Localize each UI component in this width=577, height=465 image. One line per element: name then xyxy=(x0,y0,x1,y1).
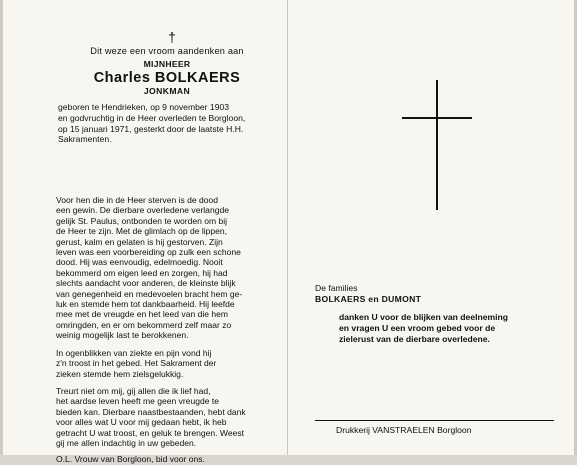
large-cross-icon xyxy=(402,80,472,210)
marital-status: JONKMAN xyxy=(143,86,191,96)
text-line: z'n troost in het gebed. Het Sakrament der xyxy=(56,358,217,369)
birth-line: en godvruchtig in de Heer overleden te Borgloon, xyxy=(58,112,246,123)
memorial-text xyxy=(56,195,278,465)
text-line: voor alles wat U voor mij gedaan hebt, ik heb xyxy=(56,417,227,428)
text-line: In ogenblikken van ziekte en pijn vond hij xyxy=(56,347,212,358)
text-line: getracht U wat troost, en geluk te brengen. Weest xyxy=(56,427,244,438)
text-line: bekommerd om eigen leed en zorgen, hij had xyxy=(56,267,228,278)
text-line: gerust, kalm en gelaten is hij gestorven. Zijn xyxy=(56,236,223,247)
families-names: BOLKAERS en DUMONT xyxy=(315,294,422,304)
paragraph-gap xyxy=(56,341,278,348)
text-line: dood. Hij was eenvoudig, edelmoedig. Nooit xyxy=(56,257,223,268)
text-line: Voor hen die in de Heer sterven is de dood xyxy=(56,195,219,205)
cross-vertical-bar xyxy=(436,80,438,210)
family-thanks xyxy=(315,283,565,345)
text-line: een gewin. De dierbare overledene verlangde xyxy=(56,205,229,216)
printer-name: Drukkerij VANSTRAELEN Borgloon xyxy=(336,425,472,435)
birth-death-details xyxy=(58,102,278,145)
thanks-line: en vragen U een vroom gebed voor de xyxy=(339,323,496,333)
thanks-line: zielerust van de dierbare overledene. xyxy=(339,334,490,344)
text-line: weinig mogelijk last te berokkenen. xyxy=(56,330,189,341)
text-line: gij me allen indachtig in uw gebeden. xyxy=(56,437,197,448)
thanks-line: danken U voor de blijken van deelneming xyxy=(339,312,509,322)
birth-line: op 15 januari 1971, gesterkt door de laatste H.H. xyxy=(58,123,244,134)
paragraph-gap xyxy=(56,379,278,386)
cross-horizontal-bar xyxy=(402,117,472,119)
text-line: leven was een voorbereiding op zulk een schone xyxy=(56,247,241,258)
text-line: gelijk St. Paulus, ontbonden te worden om bij xyxy=(56,215,228,226)
text-line: zieken stemde hem zielsgelukkig. xyxy=(56,368,184,379)
text-line: bieden kan. Dierbare naastbestaanden, hebt dank xyxy=(56,406,246,417)
text-line: omringden, en er om bekommerd zelf maar zo xyxy=(56,319,232,330)
text-line: Treurt niet om mij, gij allen die ik lief had, xyxy=(56,385,211,396)
birth-line: Sakramenten. xyxy=(58,134,112,145)
deceased-name: Charles BOLKAERS xyxy=(93,70,241,86)
small-cross-icon: † xyxy=(168,29,176,45)
honorific: MIJNHEER xyxy=(143,59,191,69)
birth-line: geboren te Hendrieken, op 9 november 1903 xyxy=(58,102,230,112)
closing-prayer: O.L. Vrouw van Borgloon, bid voor ons. xyxy=(56,454,205,465)
families-intro: De families xyxy=(315,283,358,293)
text-line: de Heer te zijn. Met de glimlach op de lippen, xyxy=(56,226,228,237)
printer-divider xyxy=(315,420,554,421)
card-fold-line xyxy=(287,0,288,455)
text-line: van genegenheid en medevoelen bracht hem ge- xyxy=(56,288,243,299)
left-panel-header xyxy=(58,30,276,145)
thanks-text xyxy=(339,312,565,345)
text-line: het aardse leven heeft me geen vreugde te xyxy=(56,396,219,407)
intro-text: Dit weze een vroom aandenken aan xyxy=(90,46,244,56)
card-edge-left xyxy=(0,0,3,455)
text-line: slechts aandacht voor anderen, de kleinste blijk xyxy=(56,278,236,289)
text-line: luk en stemde hem tot dankbaarheid. Hij leefde xyxy=(56,299,235,310)
text-line: mee met de vreugde en het leed van die hem xyxy=(56,309,228,320)
